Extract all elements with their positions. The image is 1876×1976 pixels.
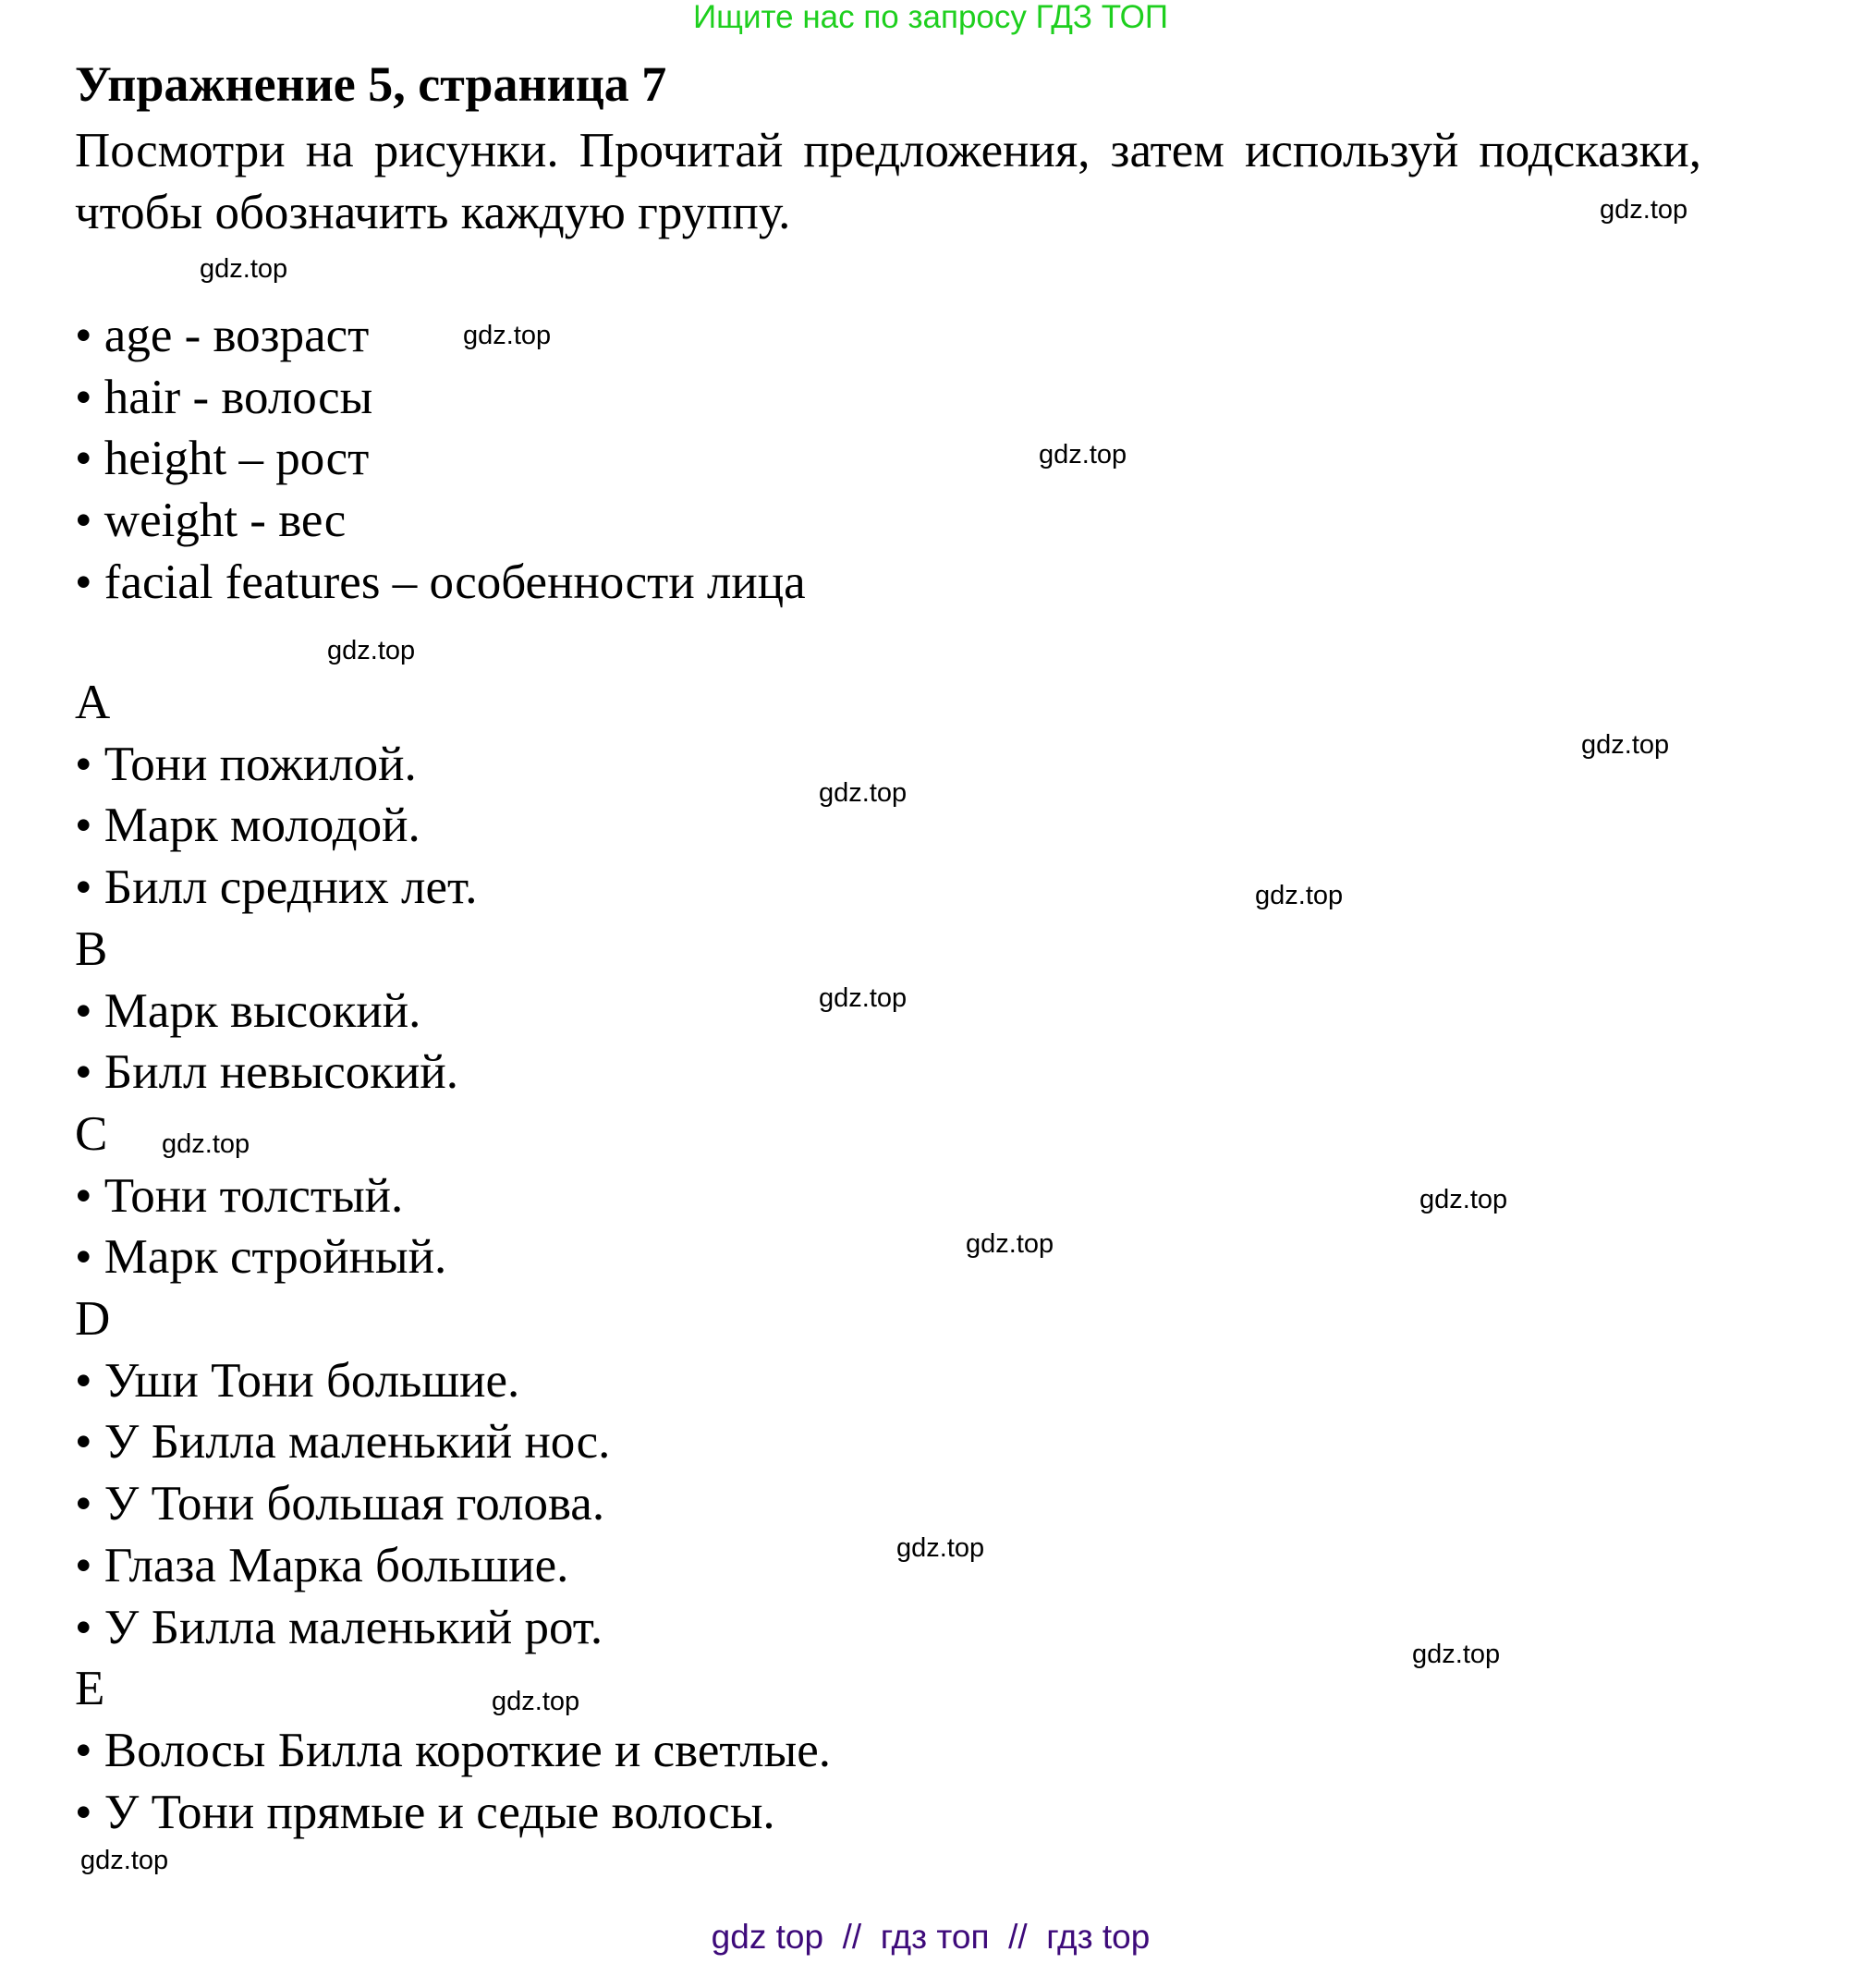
- hint-item: • height – рост: [75, 432, 370, 486]
- section-letter: B: [75, 921, 108, 976]
- watermark: gdz.top: [1600, 195, 1688, 225]
- section-item: • Волосы Билла короткие и светлые.: [75, 1723, 832, 1777]
- section-item: • У Тони прямые и седые волосы.: [75, 1785, 775, 1839]
- section-item: • Тони пожилой.: [75, 737, 417, 791]
- watermark: gdz.top: [819, 983, 908, 1013]
- section-item: • У Билла маленький рот.: [75, 1600, 603, 1654]
- section-letter: C: [75, 1106, 108, 1161]
- hint-item: • weight - вес: [75, 494, 347, 548]
- search-banner: Ищите нас по запросу ГДЗ ТОП: [693, 0, 1168, 35]
- watermark: gdz.top: [1255, 881, 1344, 910]
- watermark: gdz.top: [200, 254, 288, 284]
- section-item: • Билл невысокий.: [75, 1045, 459, 1100]
- watermark: gdz.top: [1419, 1185, 1508, 1214]
- watermark: gdz.top: [80, 1846, 169, 1875]
- watermark: gdz.top: [463, 321, 552, 350]
- section-item: • Марк молодой.: [75, 799, 420, 853]
- hint-item: • hair - волосы: [75, 370, 373, 424]
- instruction-text: Посмотри на рисунки. Прочитай предложения, затем используй подсказки, чтобы обозначить каждую группу.: [75, 124, 1701, 239]
- section-item: • Марк высокий.: [75, 983, 421, 1038]
- sections: [75, 672, 831, 1843]
- hint-item: • facial features – особенности лица: [75, 555, 806, 609]
- section-letter: A: [75, 676, 111, 729]
- watermark: gdz.top: [966, 1229, 1054, 1259]
- section-item: • Тони толстый.: [75, 1168, 404, 1223]
- section-letter: E: [75, 1662, 105, 1716]
- watermark: gdz.top: [492, 1687, 580, 1716]
- section-letter: D: [75, 1292, 111, 1347]
- watermark: gdz.top: [162, 1129, 250, 1159]
- footer-links: gdz top // гдз топ // гдз top: [711, 1918, 1151, 1956]
- hint-item: • age - возраст: [75, 309, 370, 362]
- watermark: gdz.top: [1039, 440, 1127, 470]
- section-item: • Уши Тони большие.: [75, 1353, 520, 1408]
- watermark: gdz.top: [1581, 730, 1670, 760]
- watermark: gdz.top: [327, 636, 416, 665]
- watermark: gdz.top: [1412, 1640, 1501, 1669]
- section-item: • У Тони большая голова.: [75, 1477, 605, 1531]
- section-item: • Билл средних лет.: [75, 860, 478, 915]
- watermark: gdz.top: [819, 778, 908, 808]
- watermark: gdz.top: [896, 1533, 985, 1563]
- hints-list: [75, 305, 806, 614]
- section-item: • У Билла маленький нос.: [75, 1415, 611, 1470]
- section-item: • Глаза Марка большие.: [75, 1538, 569, 1592]
- section-item: • Марк стройный.: [75, 1230, 447, 1285]
- page-title: Упражнение 5, страница 7: [75, 56, 667, 112]
